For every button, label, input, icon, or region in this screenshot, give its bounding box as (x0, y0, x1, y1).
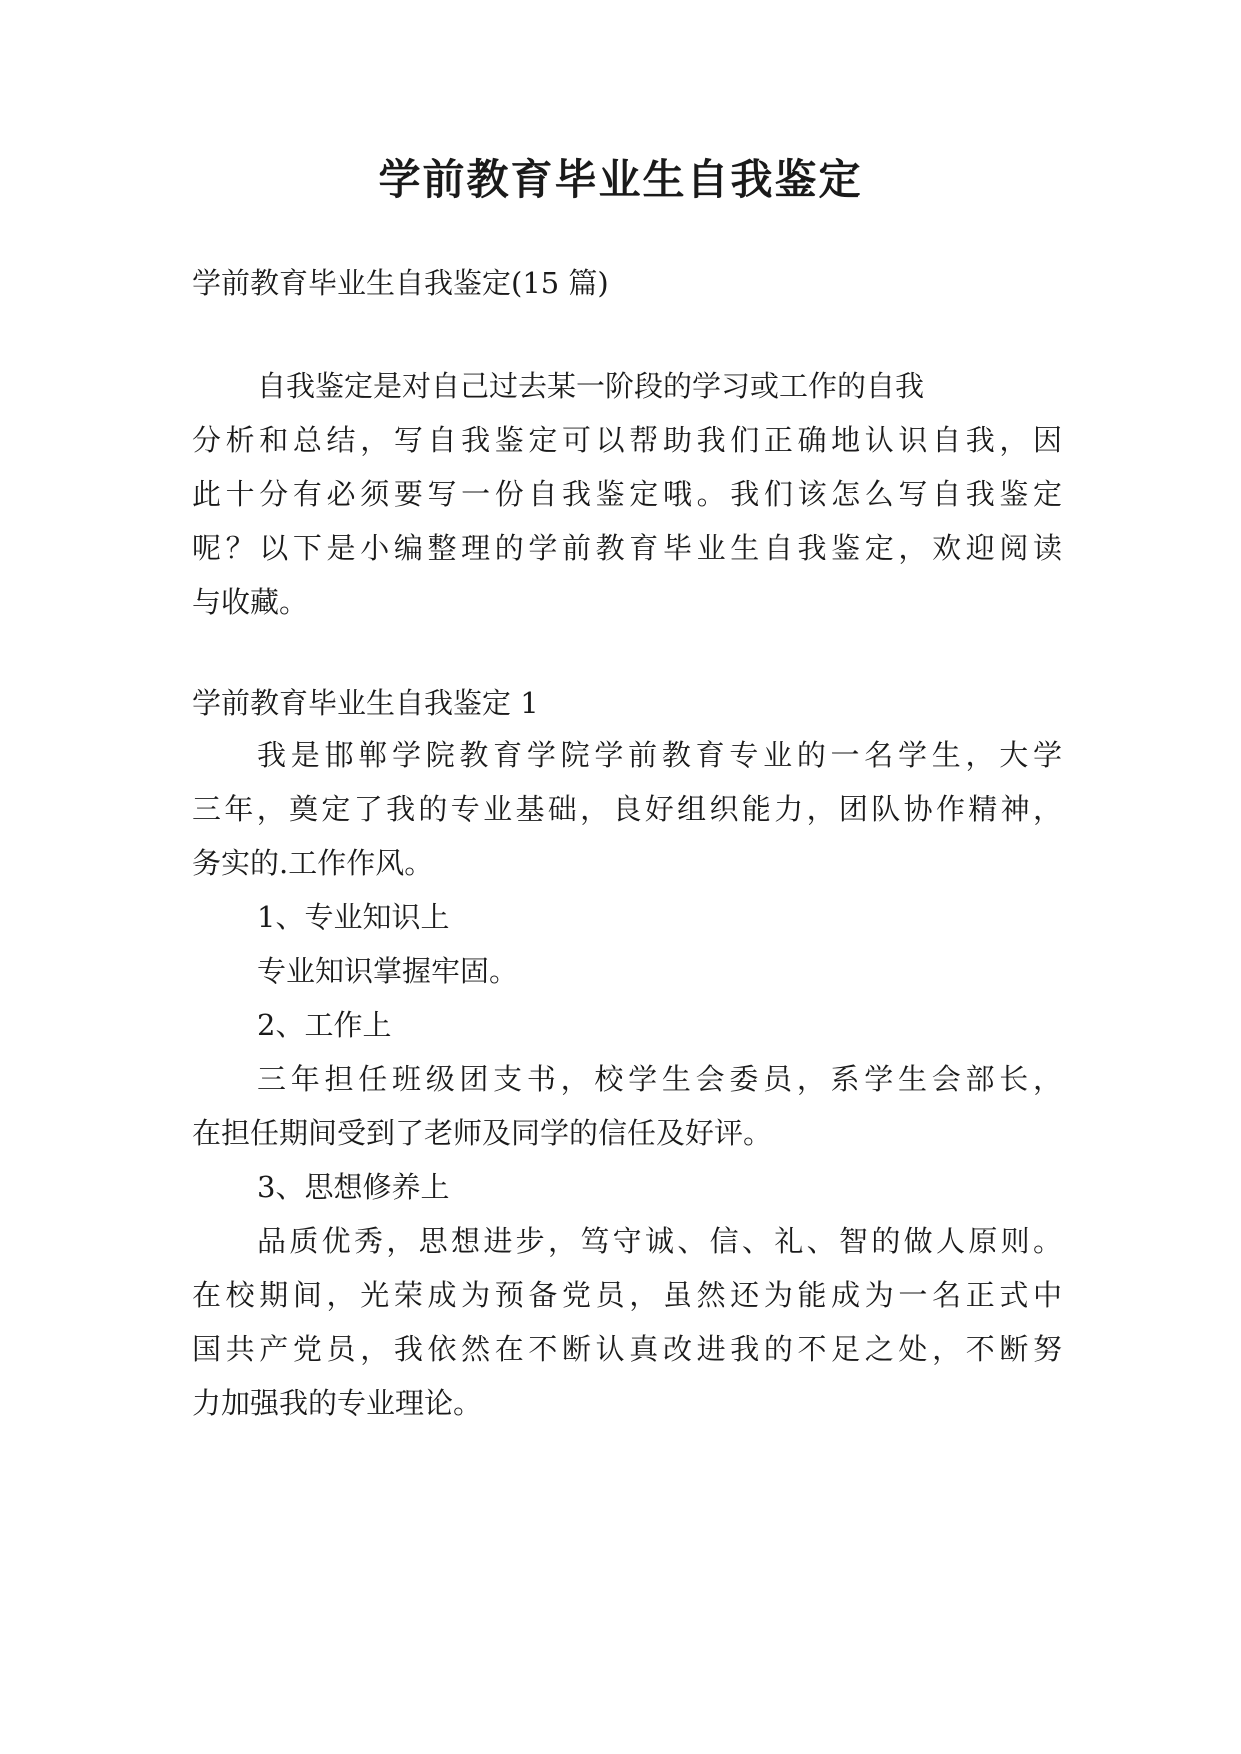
section-line: 我是邯郸学院教育学院学前教育专业的一名学生，大学 (257, 738, 1062, 772)
intro-line: 此十分有必须要写一份自我鉴定哦。我们该怎么写自我鉴定 (192, 477, 1062, 511)
intro-line: 与收藏。 (192, 585, 309, 619)
list-heading: 2、工作上 (257, 1008, 392, 1042)
list-heading: 1、专业知识上 (257, 900, 450, 934)
intro-line: 呢？以下是小编整理的学前教育毕业生自我鉴定，欢迎阅读 (192, 531, 1062, 565)
section-heading: 学前教育毕业生自我鉴定 1 (192, 686, 539, 720)
section-line: 三年，奠定了我的专业基础，良好组织能力，团队协作精神， (192, 792, 1062, 826)
intro-line: 自我鉴定是对自己过去某一阶段的学习或工作的自我 (257, 369, 925, 403)
section-line: 在校期间，光荣成为预备党员，虽然还为能成为一名正式中 (192, 1278, 1062, 1312)
section-line: 在担任期间受到了老师及同学的信任及好评。 (192, 1116, 773, 1150)
section-line: 力加强我的专业理论。 (192, 1386, 483, 1420)
intro-line: 分析和总结，写自我鉴定可以帮助我们正确地认识自我，因 (192, 423, 1062, 457)
section-line: 三年担任班级团支书，校学生会委员，系学生会部长， (257, 1062, 1062, 1096)
list-heading: 3、思想修养上 (257, 1170, 450, 1204)
document-title: 学前教育毕业生自我鉴定 (378, 155, 863, 204)
document-subtitle: 学前教育毕业生自我鉴定(15 篇) (192, 266, 609, 300)
section-line: 国共产党员，我依然在不断认真改进我的不足之处，不断努 (192, 1332, 1062, 1366)
section-line: 专业知识掌握牢固。 (257, 954, 519, 988)
section-line: 务实的.工作作风。 (192, 846, 434, 880)
section-line: 品质优秀，思想进步，笃守诚、信、礼、智的做人原则。 (257, 1224, 1062, 1258)
